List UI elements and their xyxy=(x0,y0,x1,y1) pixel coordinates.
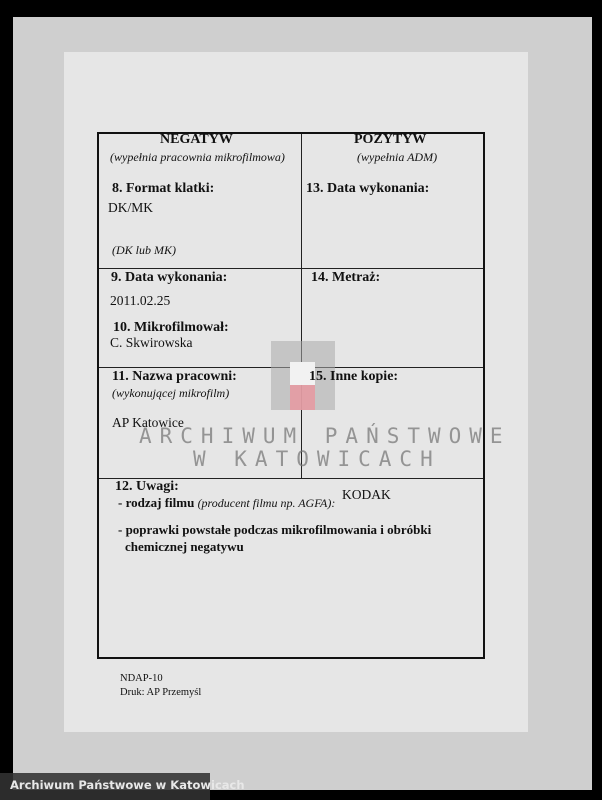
field-13-label: 13. Data wykonania: xyxy=(306,181,430,196)
archive-logo-pink-block xyxy=(290,385,315,410)
field-15-label: 15. Inne kopie: xyxy=(309,369,399,384)
field-9-value: 2011.02.25 xyxy=(110,293,171,308)
field-10-label: 10. Mikrofilmował: xyxy=(113,320,229,335)
form-code: NDAP-10 xyxy=(120,673,163,684)
field-12-label: 12. Uwagi: xyxy=(115,479,179,494)
row-divider xyxy=(99,268,483,269)
pozytyw-subtitle: (wypełnia ADM) xyxy=(357,150,438,164)
watermark-line-1: ARCHIWUM PAŃSTWOWE xyxy=(139,424,511,448)
field-11-hint: (wykonującej mikrofilm) xyxy=(112,386,230,400)
field-10-value: C. Skwirowska xyxy=(110,335,193,350)
field-14-label: 14. Metraż: xyxy=(311,270,381,285)
film-type-hint: (producent filmu np. AGFA): xyxy=(197,496,336,510)
field-11-value: AP Katowice xyxy=(112,415,184,430)
corrections-line-1: - poprawki powstałe podczas mikrofilmowania i obróbki xyxy=(118,522,432,537)
pozytyw-title: POZYTYW xyxy=(354,132,427,147)
watermark-line-2: W KATOWICACH xyxy=(193,447,441,471)
field-8-hint: (DK lub MK) xyxy=(112,243,176,257)
corrections-line-2: chemicznej negatywu xyxy=(125,539,244,554)
field-11-label: 11. Nazwa pracowni: xyxy=(112,369,237,384)
field-8-label: 8. Format klatki: xyxy=(112,181,215,196)
field-8-value: DK/MK xyxy=(108,200,154,215)
negatyw-subtitle: (wypełnia pracownia mikrofilmowa) xyxy=(110,150,285,164)
printer-info: Druk: AP Przemyśl xyxy=(120,687,202,698)
field-9-label: 9. Data wykonania: xyxy=(111,270,228,285)
negatyw-title: NEGATYW xyxy=(160,132,233,147)
bottom-watermark-text: Archiwum Państwowe w Katowicach xyxy=(10,778,245,792)
film-type-line xyxy=(118,495,335,511)
film-type-label: - rodzaj filmu xyxy=(118,495,195,510)
film-type-value: KODAK xyxy=(342,487,391,502)
